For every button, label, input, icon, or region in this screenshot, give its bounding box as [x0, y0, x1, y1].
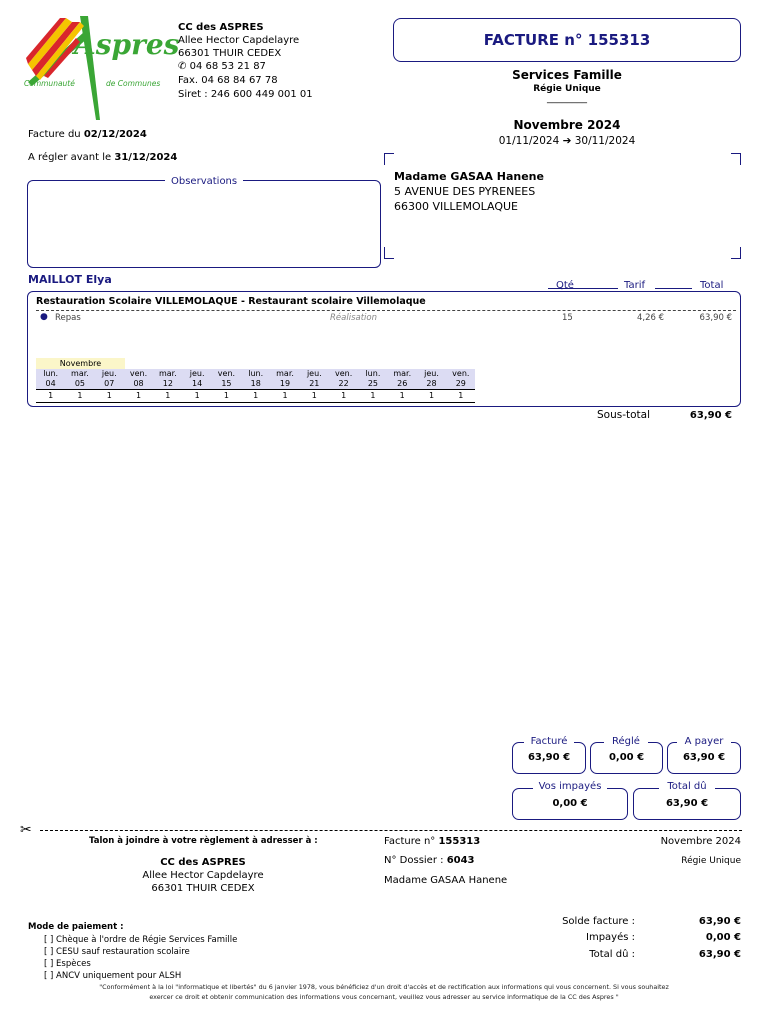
calendar-date: 12: [153, 378, 182, 390]
header-separator: ________: [547, 93, 587, 104]
calendar-count: 1: [95, 390, 124, 403]
talon-dossier-row: [384, 855, 475, 866]
talon-recipient: Madame GASAA Hanene: [384, 875, 508, 886]
subtotal-label: Sous-total: [597, 409, 651, 421]
calendar-date: 08: [124, 378, 153, 390]
regle-value: 0,00 €: [608, 752, 645, 763]
billing-month: Novembre 2024: [513, 118, 621, 132]
calendar-count: 1: [270, 390, 299, 403]
calendar-count: 1: [417, 390, 446, 403]
legal-notice: [60, 982, 708, 1002]
payment-title: Mode de paiement :: [28, 922, 124, 932]
calendar-date: 21: [300, 378, 329, 390]
calendar-date: 15: [212, 378, 241, 390]
address-corner-bl: [384, 247, 394, 259]
child-name: MAILLOT Elya: [28, 273, 112, 286]
apayer-value: 63,90 €: [682, 752, 726, 763]
invoice-date-label: Facture du: [28, 129, 81, 140]
phone-icon: ✆: [178, 61, 187, 72]
calendar-weekday: ven.: [212, 369, 241, 378]
calendar-date: 22: [329, 378, 358, 390]
line-qty: 15: [562, 313, 573, 323]
calendar-count: 1: [212, 390, 241, 403]
col-qty: Qté: [556, 280, 574, 291]
calendar-date: 14: [182, 378, 211, 390]
talon-impayes-label: Impayés :: [586, 932, 635, 943]
calendar-count: 1: [241, 390, 270, 403]
calendar-date: 29: [446, 378, 475, 390]
calendar-count: 1: [182, 390, 211, 403]
facture-value: 63,90 €: [527, 752, 571, 763]
col-tarif: Tarif: [624, 280, 645, 291]
line-type: Réalisation: [330, 313, 377, 323]
calendar-count: 1: [329, 390, 358, 403]
legal-notice-line1: "Conformément à la loi "informatique et libertés" du 6 janvier 1978, vous bénéficiez d'un droit d'accès et de rectification aux informations qui vous concernent. Si vous souhaitez: [99, 983, 669, 991]
payment-option[interactable]: [ ] Chèque à l'ordre de Régie Services Famille: [44, 935, 238, 945]
issuer-fax: Fax. 04 68 84 67 78: [178, 75, 278, 86]
service-title: Services Famille: [512, 68, 622, 82]
calendar-weekday: jeu.: [182, 369, 211, 378]
payment-option[interactable]: [ ] ANCV uniquement pour ALSH: [44, 971, 182, 981]
line-tarif: 4,26 €: [636, 313, 664, 323]
calendar-date: 19: [270, 378, 299, 390]
issuer-name: CC des ASPRES: [178, 22, 264, 33]
subtotal-value: 63,90 €: [689, 410, 732, 421]
totaldu-value: 63,90 €: [665, 798, 709, 809]
calendar-count: 1: [153, 390, 182, 403]
talon-month: Novembre 2024: [660, 836, 741, 847]
regie-title: Régie Unique: [533, 84, 601, 94]
calendar-table: [36, 369, 475, 403]
calendar-weekday: mar.: [270, 369, 299, 378]
calendar-weekday: mar.: [153, 369, 182, 378]
calendar-weekday: ven.: [124, 369, 153, 378]
calendar-count: 1: [124, 390, 153, 403]
invoice-date: 02/12/2024: [83, 129, 147, 140]
calendar-weekday: jeu.: [300, 369, 329, 378]
talon-invoice-no: 155313: [438, 836, 481, 847]
recipient-name: Madame GASAA Hanene: [394, 170, 544, 183]
due-date-row: [28, 152, 177, 163]
talon-invoice-label: Facture n°: [384, 836, 436, 847]
talon-totaldu-value: 63,90 €: [698, 949, 741, 960]
talon-impayes-value: 0,00 €: [705, 932, 741, 943]
facture-label: Facturé: [524, 736, 574, 747]
calendar-weekday: mar.: [65, 369, 94, 378]
tarif-line: [655, 288, 692, 289]
regle-label: Réglé: [604, 736, 648, 747]
calendar-count: 1: [446, 390, 475, 403]
address-corner-tl: [384, 153, 394, 165]
talon-totaldu-label: Total dû :: [589, 949, 635, 960]
calendar-weekday: lun.: [241, 369, 270, 378]
issuer-siret: Siret : 246 600 449 001 01: [178, 89, 313, 100]
svg-text:Communauté: Communauté: [24, 79, 75, 88]
totaldu-label: Total dû: [659, 781, 715, 792]
legal-notice-line2: exercer ce droit et obtenir communication des informations vous concernant, veuillez vous adresser au service informatique de la CC des Aspres ": [149, 993, 619, 1001]
detail-section-title: Restauration Scolaire VILLEMOLAQUE - Restaurant scolaire Villemolaque: [36, 296, 426, 307]
due-date: 31/12/2024: [114, 152, 178, 163]
cut-line: [40, 830, 742, 831]
calendar-count: 1: [300, 390, 329, 403]
calendar-date: 07: [95, 378, 124, 390]
detail-separator: [36, 310, 736, 311]
address-corner-br: [731, 247, 741, 259]
observations-title: Observations: [165, 176, 243, 187]
talon-dossier-label: N° Dossier :: [384, 855, 444, 866]
calendar-weekday: lun.: [358, 369, 387, 378]
bullet-icon: ●: [40, 312, 48, 322]
talon-dossier: 6043: [446, 855, 475, 866]
talon-issuer-name: CC des ASPRES: [160, 857, 246, 868]
calendar-weekday: jeu.: [95, 369, 124, 378]
talon-issuer-street: Allee Hector Capdelayre: [142, 870, 264, 881]
qty-line-right: [582, 288, 618, 289]
calendar-date: 28: [417, 378, 446, 390]
invoice-title-box: [393, 18, 741, 62]
calendar-count: 1: [36, 390, 65, 403]
calendar-date: 25: [358, 378, 387, 390]
svg-text:de Communes: de Communes: [106, 79, 161, 88]
address-corner-tr: [731, 153, 741, 165]
calendar-count: 1: [388, 390, 417, 403]
issuer-city: 66301 THUIR CEDEX: [178, 48, 282, 59]
impayes-label: Vos impayés: [533, 781, 607, 792]
invoice-date-row: [28, 129, 147, 140]
line-total: 63,90 €: [699, 313, 732, 323]
aspres-logo: [24, 14, 180, 122]
scissors-icon: ✂: [20, 822, 32, 838]
invoice-title: FACTURE n° 155313: [483, 31, 651, 49]
calendar-count: 1: [358, 390, 387, 403]
payment-option[interactable]: [ ] CESU sauf restauration scolaire: [44, 947, 190, 957]
solde-label: Solde facture :: [562, 916, 635, 927]
payment-options: [44, 934, 237, 982]
calendar-weekday: lun.: [36, 369, 65, 378]
calendar-weekday: ven.: [446, 369, 475, 378]
calendar-date: 18: [241, 378, 270, 390]
line-label: Repas: [55, 313, 81, 323]
logo-text: Aspres: [74, 28, 180, 61]
talon-regie: Régie Unique: [681, 856, 741, 866]
calendar-weekday: mar.: [388, 369, 417, 378]
calendar-weekday: ven.: [329, 369, 358, 378]
recipient-city: 66300 VILLEMOLAQUE: [394, 200, 518, 213]
solde-value: 63,90 €: [698, 916, 741, 927]
talon-invoice-row: [384, 836, 480, 847]
payment-option[interactable]: [ ] Espèces: [44, 959, 91, 969]
issuer-street: Allee Hector Capdelayre: [178, 35, 300, 46]
calendar-date: 26: [388, 378, 417, 390]
talon-title: Talon à joindre à votre règlement à adresser à :: [89, 836, 318, 846]
impayes-value: 0,00 €: [552, 798, 588, 809]
billing-period: 01/11/2024 ➔ 30/11/2024: [498, 135, 636, 147]
issuer-phone-row: [178, 61, 266, 72]
calendar-month: Novembre: [36, 358, 125, 369]
calendar-weekday: jeu.: [417, 369, 446, 378]
due-date-label: A régler avant le: [28, 152, 112, 163]
issuer-phone: 04 68 53 21 87: [189, 61, 266, 72]
calendar-count: 1: [65, 390, 94, 403]
apayer-label: A payer: [677, 736, 731, 747]
talon-issuer-city: 66301 THUIR CEDEX: [151, 883, 255, 894]
calendar-date: 05: [65, 378, 94, 390]
col-total: Total: [700, 280, 724, 291]
recipient-street: 5 AVENUE DES PYRENEES: [394, 185, 536, 198]
observations-box: [27, 180, 381, 268]
calendar-date: 04: [36, 378, 65, 390]
